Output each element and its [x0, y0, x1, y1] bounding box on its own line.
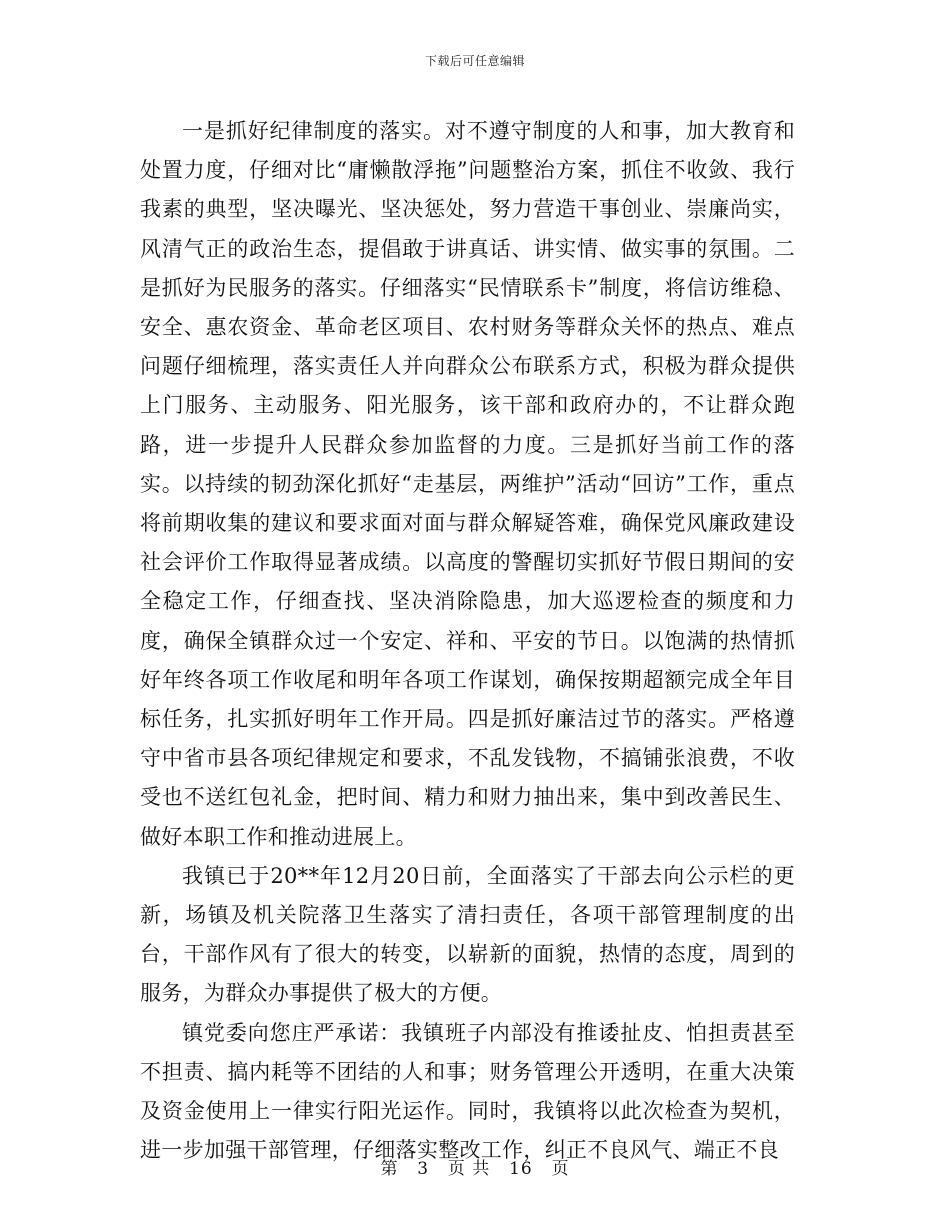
current-page-number: 3	[417, 1159, 430, 1179]
document-body	[140, 112, 795, 1170]
page-footer	[0, 1154, 950, 1179]
paragraph-1: 一是抓好纪律制度的落实。对不遵守制度的人和事，加大教育和处置力度，仔细对比“庸懒散浮拖”问题整治方案，抓住不收敛、我行我素的典型，坚决曝光、坚决惩处，努力营造干事创业、崇廉尚实，风清气正的政治生态，提倡敢于讲真话、讲实情、做实事的氛围。二是抓好为民服务的落实。仔细落实“民情联系卡”制度，将信访维稳、安全、惠农资金、革命老区项目、农村财务等群众关怀的热点、难点问题仔细梳理，落实责任人并向群众公布联系方式，积极为群众提供上门服务、主动服务、阳光服务，该干部和政府办的，不让群众跑路，进一步提升人民群众参加监督的力度。三是抓好当前工作的落实。以持续的韧劲深化抓好“走基层，两维护”活动“回访”工作，重点将前期收集的建议和要求面对面与群众解疑答难，确保党风廉政建设社会评价工作取得显著成绩。以高度的警醒切实抓好节假日期间的安全稳定工作，仔细查找、坚决消除隐患，加大巡逻检查的频度和力度，确保全镇群众过一个安定、祥和、平安的节日。以饱满的热情抓好年终各项工作收尾和明年各项工作谋划，确保按期超额完成全年目标任务，扎实抓好明年工作开局。四是抓好廉洁过节的落实。严格遵守中省市县各项纪律规定和要求，不乱发钱物，不搞铺张浪费，不收受也不送红包礼金，把时间、精力和财力抽出来，集中到改善民生、做好本职工作和推动进展上。	[140, 119, 795, 849]
footer-middle: 页 共	[447, 1159, 491, 1179]
footer-prefix: 第	[380, 1159, 399, 1179]
header-text: 下载后可任意编辑	[424, 54, 525, 68]
paragraph-2: 我镇已于20**年12月20日前，全面落实了干部去向公示栏的更新，场镇及机关院落卫生落实了清扫责任，各项干部管理制度的出台，干部作风有了很大的转变，以崭新的面貌，热情的态度，周到的服务，为群众办事提供了极大的方便。	[140, 863, 795, 1006]
total-pages-number: 16	[509, 1159, 533, 1179]
page-header	[0, 52, 950, 69]
footer-suffix: 页	[551, 1159, 570, 1179]
paragraph-3: 镇党委向您庄严承诺：我镇班子内部没有推诿扯皮、怕担责甚至不担责、搞内耗等不团结的人和事；财务管理公开透明，在重大决策及资金使用上一律实行阳光运作。同时，我镇将以此次检查为契机，进一步加强干部管理，仔细落实整改工作，纠正不良风气、端正不良	[140, 1020, 795, 1163]
